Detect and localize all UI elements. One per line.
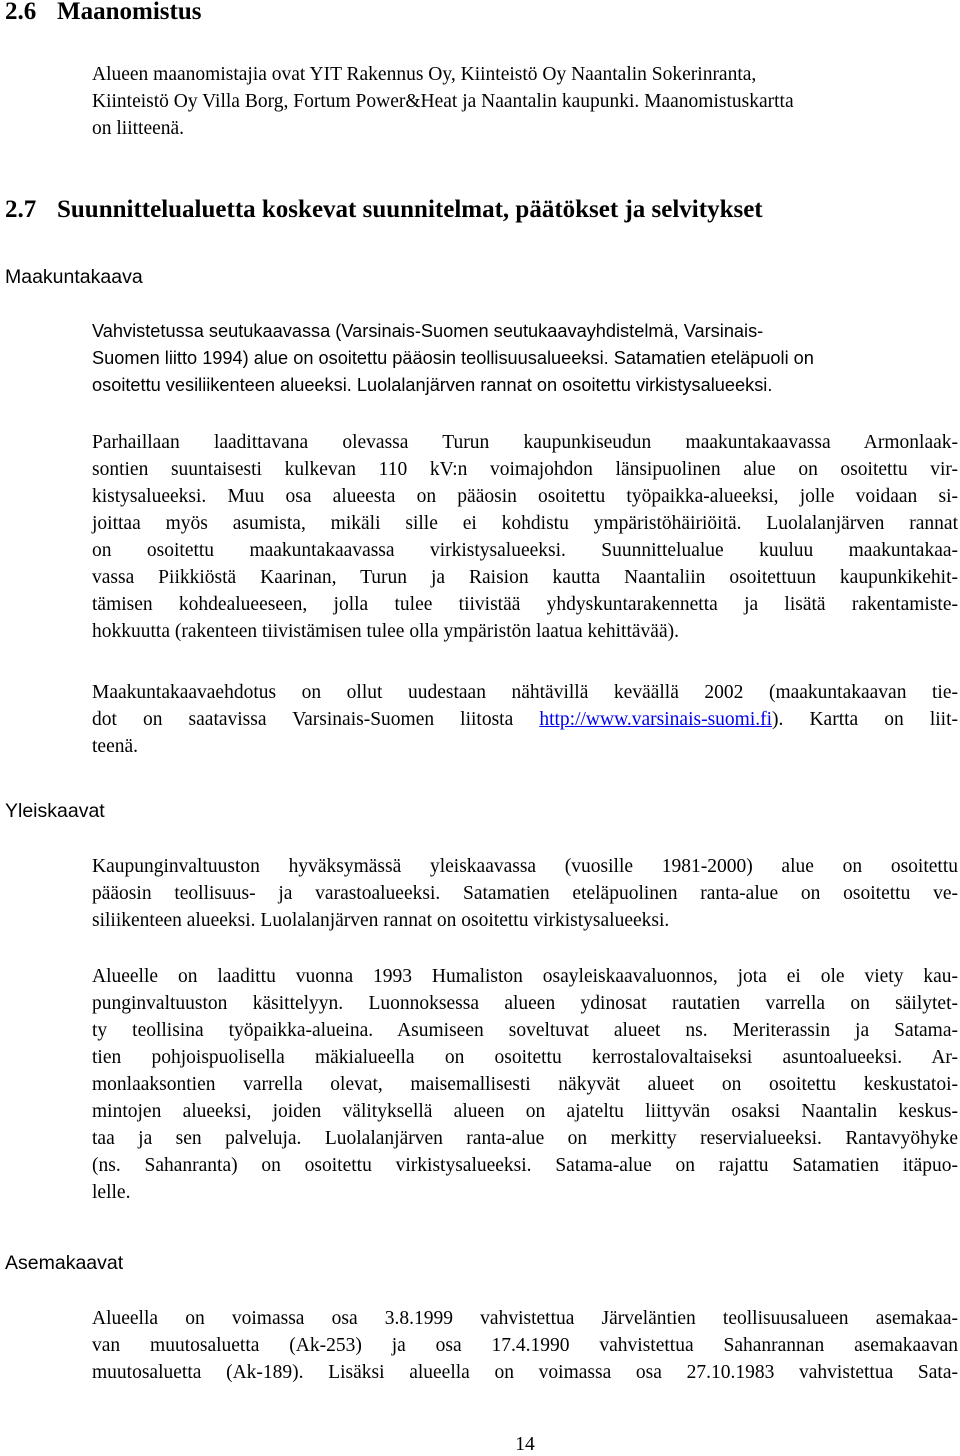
text-line: teenä. <box>92 736 139 757</box>
text-line: Kaupunginvaltuuston hyväksymässä yleiskaavassa (vuosille 1981-2000) alue on osoitettu <box>92 856 958 877</box>
side-heading-maakuntakaava: Maakuntakaava <box>5 266 143 288</box>
text-line: joittaa myös asumista, mikäli sille ei kohdistu ympäristöhäiriöitä. Luolalanjärven rannat <box>92 513 958 534</box>
text-line: sontien suuntaisesti kulkevan 110 kV:n voimajohdon länsipuolinen alue on osoitettu vir- <box>92 459 958 480</box>
section-title: Maanomistus <box>57 0 202 25</box>
text-line: van muutosaluetta (Ak-253) ja osa 17.4.1990 vahvistettua Sahanrannan asemakaavan <box>92 1335 958 1356</box>
text-line: (ns. Sahanranta) on osoitettu virkistysalueeksi. Satama-alue on rajattu Satamatien itäpuo- <box>92 1155 958 1176</box>
section-number: 2.7 <box>5 196 37 223</box>
paragraph-osayleiskaava <box>92 963 958 1206</box>
paragraph-yleiskaava <box>92 853 958 934</box>
paragraph-maanomistus <box>92 61 958 142</box>
text-line: vassa Piikkiöstä Kaarinan, Turun ja Raision kautta Naantaliin osoitettuun kaupunkikehit- <box>92 567 958 588</box>
text-line: on osoitettu maakuntakaavassa virkistysalueeksi. Suunnittelualue kuuluu maakuntakaa- <box>92 540 958 561</box>
text-line: Alueen maanomistajia ovat YIT Rakennus Oy, Kiinteistö Oy Naantalin Sokerinranta, <box>92 64 757 85</box>
text-line: Suomen liitto 1994) alue on osoitettu pääosin teollisuusalueeksi. Satamatien eteläpuoli on <box>92 348 814 368</box>
text-line: siliikenteen alueeksi. Luolalanjärven rannat on osoitettu virkistysalueeksi. <box>92 910 670 931</box>
text-line: pääosin teollisuus- ja varastoalueeksi. Satamatien eteläpuolinen ranta-alue on osoitettu ve- <box>92 883 958 904</box>
page-number: 14 <box>515 1434 535 1455</box>
section-heading-maanomistus <box>5 0 201 26</box>
text-segment: ). Kartta on liit- <box>772 709 958 730</box>
section-number: 2.6 <box>5 0 37 25</box>
section-heading-suunnitelmat <box>5 196 763 224</box>
text-line: taa ja sen palveluja. Luolalanjärven ranta-alue on merkitty reservialueeksi. Rantavyöhyke <box>92 1128 958 1149</box>
text-segment: dot on saatavissa Varsinais-Suomen liitosta <box>92 709 540 730</box>
text-line: Alueella on voimassa osa 3.8.1999 vahvistettua Järveläntien teollisuusalueen asemakaa- <box>92 1308 958 1329</box>
text-line: mintojen alueeksi, joiden välityksellä alueen on ajateltu liittyvän osaksi Naantalin keskus- <box>92 1101 958 1122</box>
text-line: hokkuutta (rakenteen tiivistämisen tulee olla ympäristön laatua kehittävää). <box>92 621 679 642</box>
text-line: Maakuntakaavaehdotus on ollut uudestaan nähtävillä keväällä 2002 (maakuntakaavan tie- <box>92 682 958 703</box>
text-line: monlaaksontien varrella olevat, maisemallisesti näkyvät alueet on osoitettu keskustatoi- <box>92 1074 958 1095</box>
text-line: tämisen kohdealueeseen, jolla tulee tiivistää yhdyskuntarakennetta ja lisätä rakentamiste- <box>92 594 958 615</box>
side-heading-asemakaavat: Asemakaavat <box>5 1252 124 1274</box>
varsinais-suomi-link[interactable]: http://www.varsinais-suomi.fi <box>539 709 773 730</box>
side-heading-yleiskaavat: Yleiskaavat <box>5 800 105 822</box>
paragraph-seutukaava <box>92 318 958 399</box>
text-line: Vahvistetussa seutukaavassa (Varsinais-Suomen seutukaavayhdistelmä, Varsinais- <box>92 321 764 341</box>
text-line: Alueelle on laadittu vuonna 1993 Humaliston osayleiskaavaluonnos, jota ei ole viety kau- <box>92 966 958 987</box>
text-line: osoitettu vesiliikenteen alueeksi. Luolalanjärven rannat on osoitettu virkistysalueeksi. <box>92 375 773 395</box>
paragraph-asemakaava <box>92 1305 958 1386</box>
text-line: ty teollisina työpaikka-alueina. Asumiseen soveltuvat alueet ns. Meriterassin ja Satama- <box>92 1020 958 1041</box>
paragraph-maakuntakaavaehdotus <box>92 679 958 760</box>
text-line: lelle. <box>92 1182 131 1203</box>
text-line: Kiinteistö Oy Villa Borg, Fortum Power&Heat ja Naantalin kaupunki. Maanomistuskartta <box>92 91 794 112</box>
text-line: Parhaillaan laadittavana olevassa Turun kaupunkiseudun maakuntakaavassa Armonlaak- <box>92 432 958 453</box>
text-line: tien pohjoispuolisella mäkialueella on osoitettu kerrostalovaltaiseksi asuntoalueeksi. Ar- <box>92 1047 958 1068</box>
text-line <box>92 706 958 733</box>
section-title: Suunnittelualuetta koskevat suunnitelmat, päätökset ja selvitykset <box>57 196 763 223</box>
text-line: kistysalueeksi. Muu osa alueesta on pääosin osoitettu työpaikka-alueeksi, jolle voidaan si- <box>92 486 958 507</box>
text-line: on liitteenä. <box>92 118 185 139</box>
text-line: punginvaltuuston käsittelyyn. Luonnoksessa alueen ydinosat rautatien varrella on säilytet- <box>92 993 958 1014</box>
paragraph-maakuntakaava-laadinta <box>92 429 958 645</box>
text-line: muutosaluetta (Ak-189). Lisäksi alueella on voimassa osa 27.10.1983 vahvistettua Sata- <box>92 1362 958 1383</box>
